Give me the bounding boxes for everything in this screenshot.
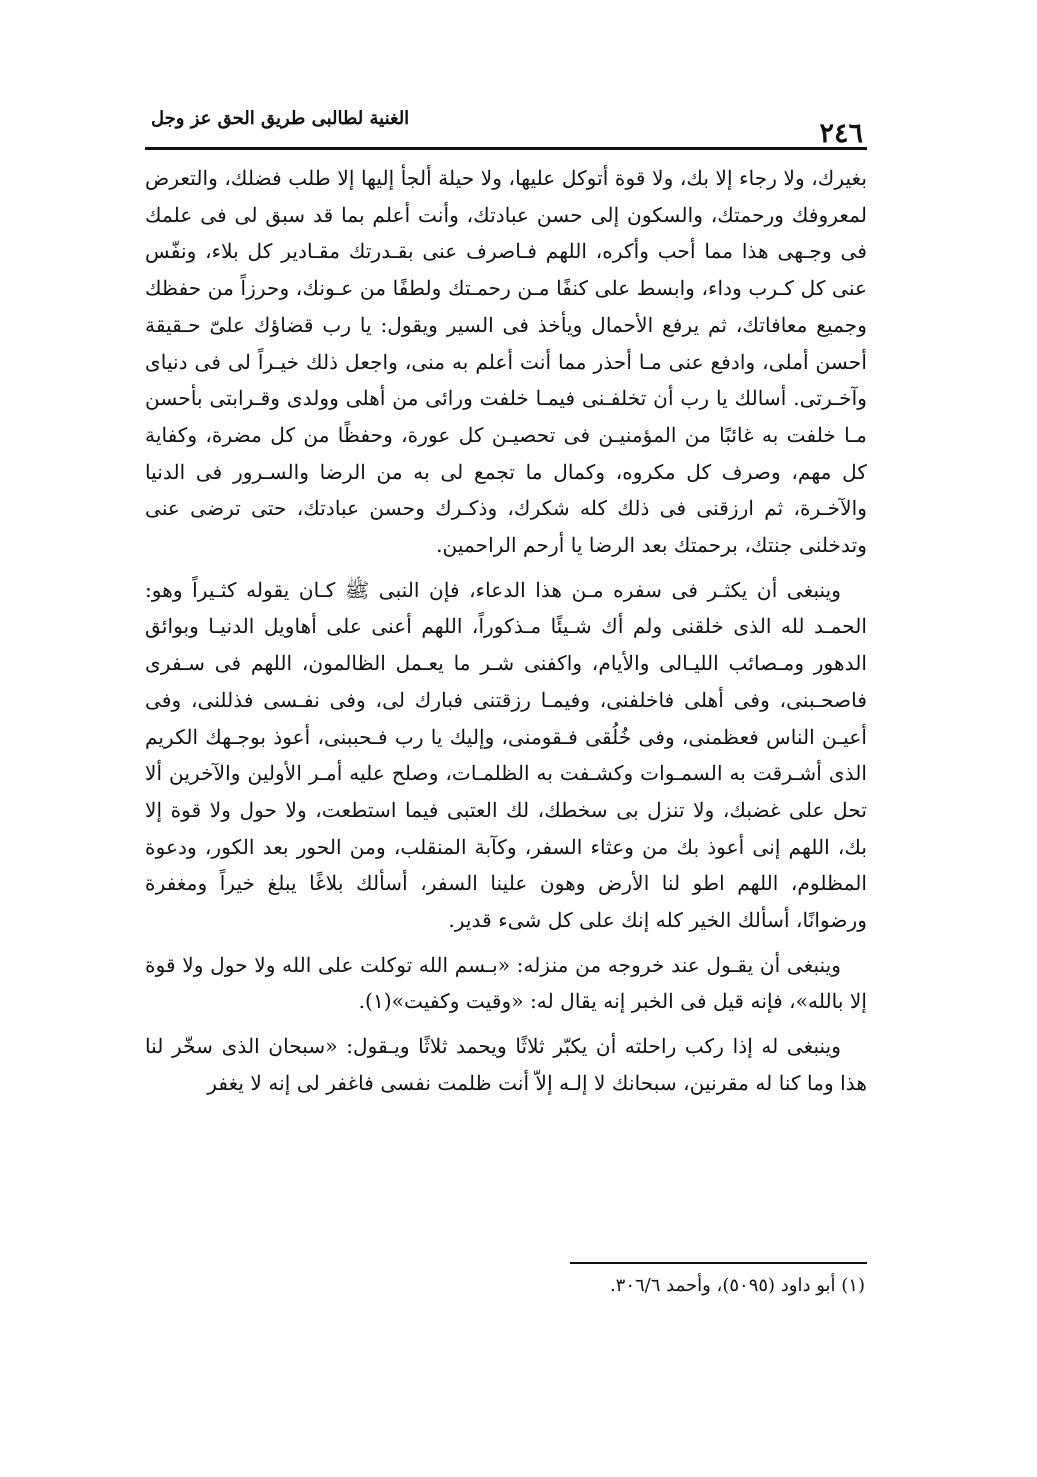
paragraph-1: بغيرك، ولا رجاء إلا بك، ولا قوة أتوكل عليها، ولا حيلة ألجأ إليها إلا طلب فضلك، والتعرض لمعروفك ورحمتك، والسكون إلى حسن عبادتك، وأنت أعلم بما قد سبق لى فى علمك فى وجـهى هذا مما أحب وأكره، اللهم فـاصرف عنى بقـدرتك مقـادير كل بلاء، ونفّس عنى كل كـرب وداء، وابسط على كنفًا مـن رحمـتك ولطفًا من عـونك، وحرزاً من حفظك وجميع معافاتك، ثم يرفع الأحمال ويأخذ فى السير ويقول: يا رب قضاؤك علىّ حـقيقة أحسن أملى، وادفع عنى مـا أحذر مما أنت أعلم به منى، واجعل ذلك خيـراً لى فى دنياى وآخـرتى. أسالك يا رب أن تخلفـنى فيمـا خلفت ورائى من أهلى وولدى وقـرابتى بأحسن مـا خلفت به غائبًا من المؤمنيـن فى تحصيـن كل عورة، وحفظًا من كل مضرة، وكفاية كل مهم، وصرف كل مكروه، وكمال ما تجمع لى به من الرضا والسـرور فى الدنيا والآخـرة، ثم ارزقنى فى ذلك كله شكرك، وذكـرك وحسن عبادتك، حتى ترضى عنى وتدخلنى جنتك، برحمتك بعد الرضا يا أرحم الراحمين. <box>145 166 867 558</box>
footnote: (١) أبو داود (٥٠٩٥)، وأحمد ٣٠٦/٦. <box>609 1275 865 1296</box>
body-text <box>145 160 867 1110</box>
page-number: ٢٤٦ <box>819 118 863 149</box>
page-header <box>145 104 867 150</box>
paragraph-4: وينبغى له إذا ركب راحلته أن يكبّر ثلاثًا ويحمد ثلاثًا ويـقول: «سبحان الذى سخّر لنا هذا وما كنا له مقرنين، سبحانك لا إلـه إلاّ أنت ظلمت نفسى فاغفر لى إنه لا يغفر <box>145 1034 867 1095</box>
running-title: الغنية لطالبى طريق الحق عز وجل <box>151 108 410 129</box>
header-rule <box>145 147 867 150</box>
paragraph-3: وينبغى أن يقـول عند خروجه من منزله: «بـسم الله توكلت على الله ولا حول ولا قوة إلا بالله»، فإنه قيل فى الخبر إنه يقال له: «وقيت وكفيت»(١). <box>145 952 867 1014</box>
paragraph-2: وينبغى أن يكثـر فى سفره مـن هذا الدعاء، فإن النبى ﷺ كـان يقوله كثـيراً وهو: الحمـد لله الذى خلقنى ولم أك شـيئًا مـذكوراً، اللهم أعنى على أهاويل الدنيـا وبوائق الدهور ومـصائب الليـالى والأيام، واكفنى شـر ما يعـمل الظالمون، اللهم فى سـفرى فاصحـبنى، وفى أهلى فاخلفنى، وفيمـا رزقتنى فبارك لى، وفى نفـسى فذللنى، وفى أعيـن الناس فعظمنى، وفى خُلُقى فـقومنى، وإليك يا رب فـحببنى، أعوذ بوجـهك الكريم الذى أشـرقت به السمـوات وكشـفت به الظلمـات، وصلح عليه أمـر الأولين والآخرين ألا تحل على غضبك، ولا تنزل بى سخطك، لك العتبى فيما استطعت، ولا حول ولا قوة إلا بك، اللهم إنى أعوذ بك من وعثاء السفر، وكآبة المنقلب، ومن الحور بعد الكور، ودعوة المظلوم، اللهم اطو لنا الأرض وهون علينا السفر، أسألك بلاغًا يبلغ خيراً ومغفرة ورضوانًا، أسألك الخير كله إنك على كل شىء قدير. <box>145 577 867 933</box>
footnote-rule <box>570 1262 867 1264</box>
